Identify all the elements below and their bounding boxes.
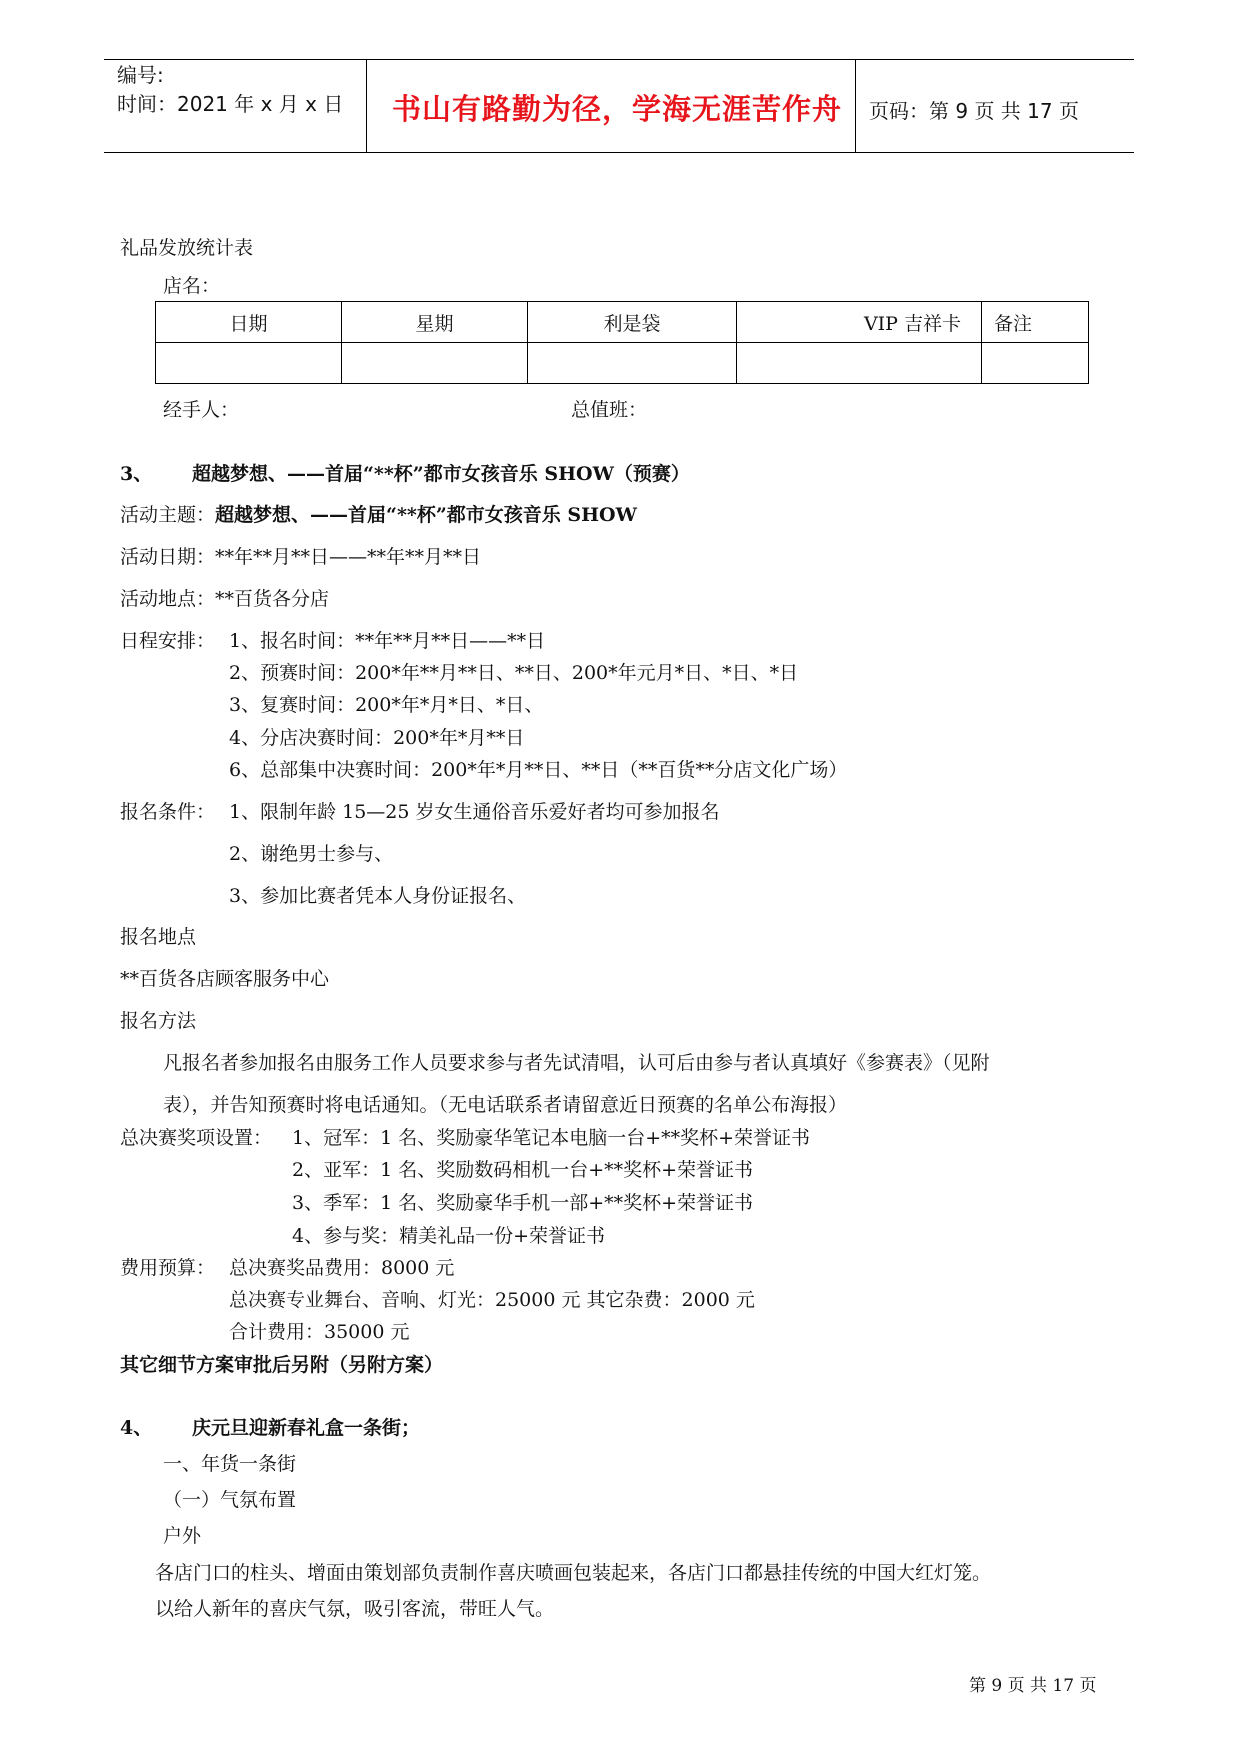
budget-item: 总决赛奖品费用：8000 元 [229,1257,455,1279]
table-cell [528,343,737,384]
condition-item: 2、谢绝男士参与、 [229,843,394,865]
activity-date: 活动日期：**年**月**日——**年**月**日 [120,546,482,568]
section3-heading: 超越梦想、——首届“**杯”都市女孩音乐 SHOW（预赛） [192,463,690,485]
theme-label: 活动主题： [120,504,216,526]
table-row [156,343,1089,384]
footer-page-number: 第 9 页 共 17 页 [969,1676,1097,1696]
section4-sub2: （一）气氛布置 [163,1489,297,1511]
handler-label: 经手人： [163,399,240,421]
theme-value: 超越梦想、——首届“**杯”都市女孩音乐 SHOW [215,504,637,526]
col-weekday [342,302,528,343]
award-item: 4、参与奖：精美礼品一份+荣誉证书 [292,1225,606,1247]
col-remarks [982,302,1089,343]
col-date [156,302,342,343]
schedule-item: 1、报名时间：**年**月**日——**日 [229,630,546,652]
reg-place-label: 报名地点 [120,926,197,948]
table-cell [982,343,1089,384]
table-cell [342,343,528,384]
budget-item: 总决赛专业舞台、音响、灯光：25000 元 其它杂费：2000 元 [229,1289,755,1311]
header-top-rule [104,59,1134,60]
reg-method-text: 表），并告知预赛时将电话通知。（无电话联系者请留意近日预赛的名单公布海报） [163,1094,848,1116]
condition-item: 3、参加比赛者凭本人身份证报名、 [229,885,527,907]
col-vip-card-label: VIP 吉祥卡 [863,312,961,335]
header-divider-right [855,59,856,153]
activity-place: 活动地点：**百货各分店 [120,588,330,610]
duty-manager-label: 总值班： [571,399,648,421]
section4-sub1: 一、年货一条街 [163,1453,297,1475]
col-date-label: 日期 [229,312,268,335]
theme-line [120,503,637,527]
col-vip-card [737,302,982,343]
award-item: 1、冠军：1 名、奖励豪华笔记本电脑一台+**奖杯+荣誉证书 [292,1127,811,1149]
table-cell [737,343,982,384]
section3-number: 3、 [120,463,153,485]
col-remarks-label: 备注 [994,312,1033,335]
header-motto: 书山有路勤为径，学海无涯苦作舟 [392,92,843,126]
budget-item: 合计费用：35000 元 [229,1321,410,1343]
section4-para: 以给人新年的喜庆气氛，吸引客流，带旺人气。 [155,1598,555,1620]
section4-heading: 庆元旦迎新春礼盒一条街； [192,1417,421,1439]
header-divider-left [366,59,367,153]
schedule-item: 3、复赛时间：200*年*月*日、*日、 [229,694,544,716]
doc-number-label: 编号: [117,63,164,87]
schedule-item: 6、总部集中决赛时间：200*年*月**日、**日（**百货**分店文化广场） [229,759,848,781]
table-cell [156,343,342,384]
schedule-item: 4、分店决赛时间：200*年*月**日 [229,727,525,749]
section4-number: 4、 [120,1417,153,1439]
reg-method-label: 报名方法 [120,1010,197,1032]
section4-para: 各店门口的柱头、增面由策划部负责制作喜庆喷画包装起来，各店门口都悬挂传统的中国大红灯笼。 [155,1562,992,1584]
other-details-note: 其它细节方案审批后另附（另附方案） [120,1354,444,1376]
schedule-label: 日程安排： [120,630,216,652]
gift-distribution-table [155,301,1089,384]
col-red-envelope-label: 利是袋 [603,312,661,335]
col-red-envelope [528,302,737,343]
condition-item: 1、限制年龄 15—25 岁女生通俗音乐爱好者均可参加报名 [229,801,720,823]
header-bottom-rule [104,152,1134,153]
doc-time: 时间：2021 年 x 月 x 日 [117,92,344,116]
section4-sub3: 户外 [163,1525,202,1547]
reg-place: **百货各店顾客服务中心 [120,968,330,990]
col-weekday-label: 星期 [415,312,454,335]
awards-label: 总决赛奖项设置： [120,1127,273,1149]
award-item: 3、季军：1 名、奖励豪华手机一部+**奖杯+荣誉证书 [292,1192,754,1214]
header-page-number: 页码：第 9 页 共 17 页 [869,99,1079,123]
store-name-label: 店名： [163,275,221,297]
table-header-row [156,302,1089,343]
budget-label: 费用预算： [120,1257,216,1279]
gift-table-title: 礼品发放统计表 [120,237,254,259]
award-item: 2、亚军：1 名、奖励数码相机一台+**奖杯+荣誉证书 [292,1159,754,1181]
schedule-item: 2、预赛时间：200*年**月**日、**日、200*年元月*日、*日、*日 [229,662,799,684]
reg-method-text: 凡报名者参加报名由服务工作人员要求参与者先试清唱，认可后由参与者认真填好《参赛表》（见附 [163,1052,990,1074]
conditions-label: 报名条件： [120,801,216,823]
